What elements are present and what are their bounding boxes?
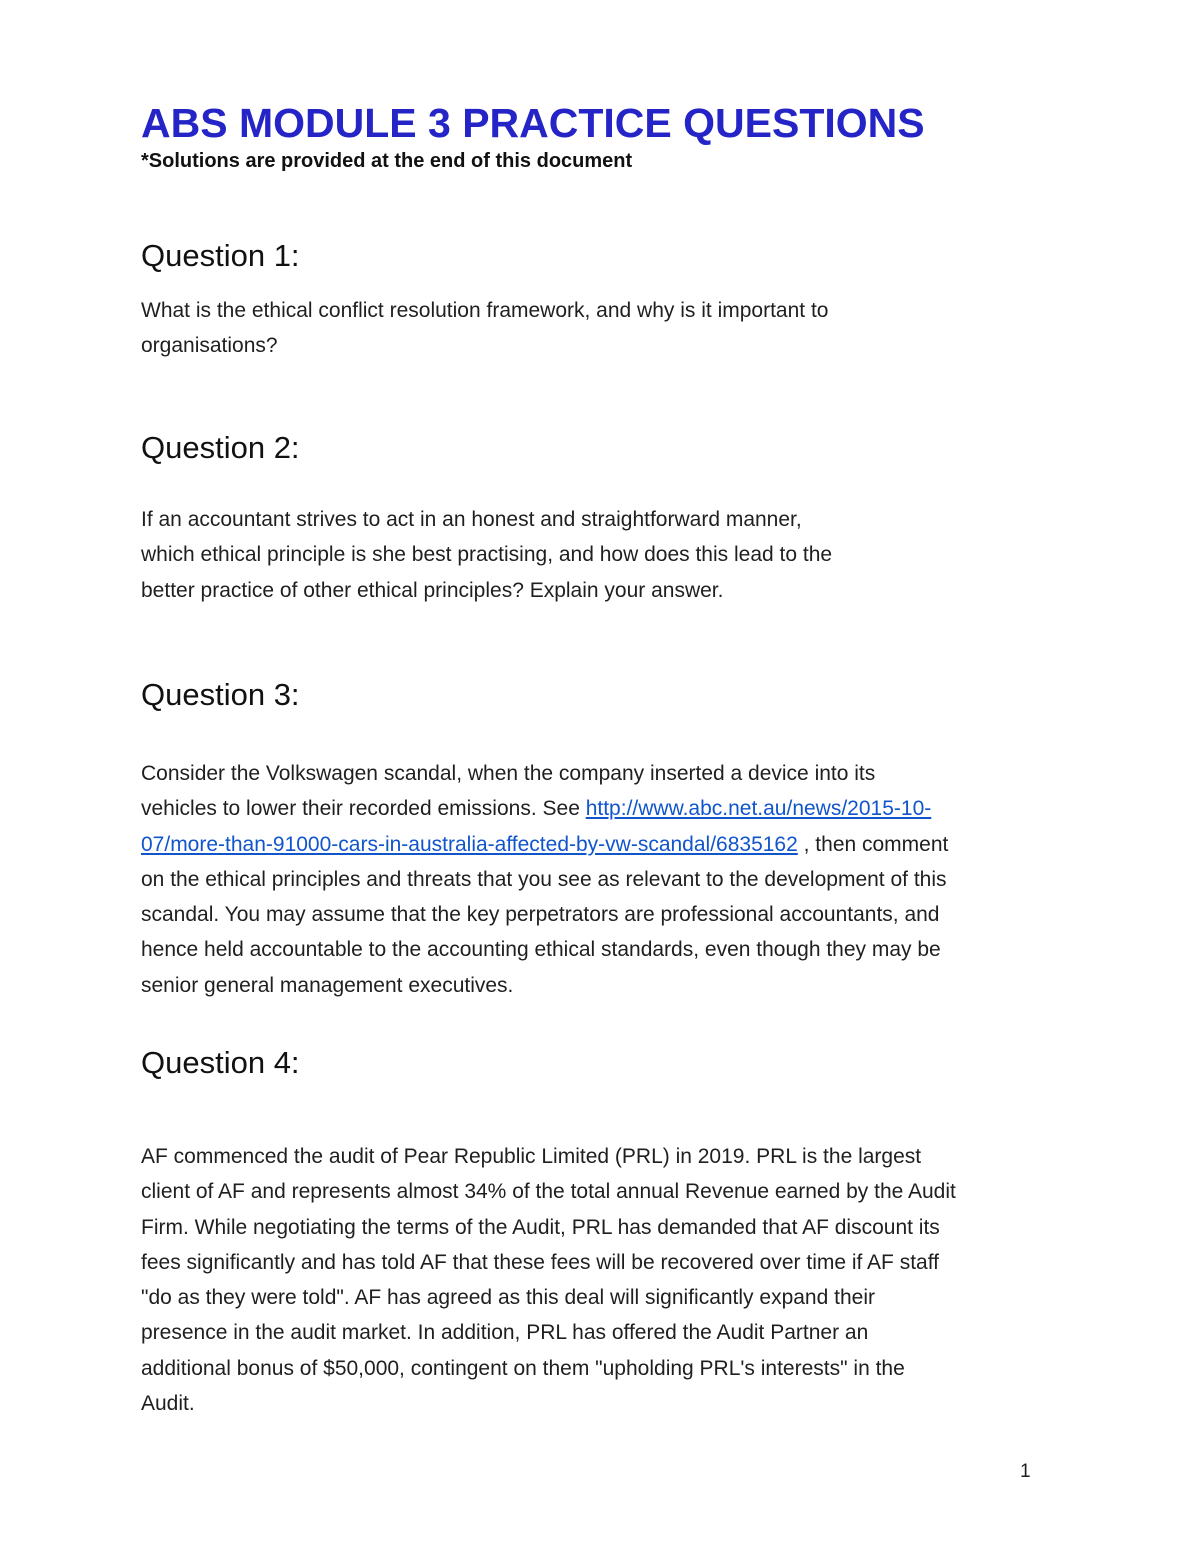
question-2-body	[141, 502, 832, 608]
question-4-line: "do as they were told". AF has agreed as this deal will significantly expand their	[141, 1286, 875, 1310]
question-3-line: senior general management executives.	[141, 973, 514, 997]
document-subtitle: *Solutions are provided at the end of this document	[141, 150, 633, 172]
question-3-line	[141, 791, 948, 826]
question-3-text: vehicles to lower their recorded emissions. See	[141, 797, 586, 821]
question-4-line: client of AF and represents almost 34% of the total annual Revenue earned by the Audit	[141, 1180, 956, 1204]
question-2-line: If an accountant strives to act in an honest and straightforward manner,	[141, 508, 802, 531]
question-4-line: additional bonus of $50,000, contingent on them "upholding PRL's interests" in the	[141, 1356, 905, 1380]
question-3-line	[141, 827, 948, 862]
question-3-line: scandal. You may assume that the key perpetrators are professional accountants, and	[141, 903, 940, 927]
question-4-line: fees significantly and has told AF that these fees will be recovered over time if AF staff	[141, 1250, 940, 1274]
question-2-line: better practice of other ethical principles? Explain your answer.	[141, 578, 724, 602]
question-3-line: hence held accountable to the accounting ethical standards, even though they may be	[141, 938, 941, 962]
question-3-line: Consider the Volkswagen scandal, when the company inserted a device into its	[141, 762, 876, 785]
question-1-line: organisations?	[141, 334, 278, 358]
question-1-body	[141, 293, 828, 364]
document-title: ABS MODULE 3 PRACTICE QUESTIONS	[141, 100, 925, 146]
question-4-line: AF commenced the audit of Pear Republic Limited (PRL) in 2019. PRL is the largest	[141, 1145, 922, 1168]
question-4-line: presence in the audit market. In addition, PRL has offered the Audit Partner an	[141, 1321, 869, 1345]
question-3-heading: Question 3:	[141, 677, 300, 712]
question-1-line: What is the ethical conflict resolution framework, and why is it important to	[141, 299, 829, 322]
question-4-line: Audit.	[141, 1392, 195, 1416]
question-3-text: , then comment	[797, 832, 949, 856]
question-4-heading: Question 4:	[141, 1045, 300, 1080]
question-2-line: which ethical principle is she best practising, and how does this lead to the	[141, 543, 833, 567]
vw-scandal-article-link-continued[interactable]: 07/more-than-91000-cars-in-australia-affected-by-vw-scandal/6835162	[141, 832, 798, 856]
question-2-heading: Question 2:	[141, 430, 300, 465]
question-4-line: Firm. While negotiating the terms of the Audit, PRL has demanded that AF discount its	[141, 1215, 940, 1239]
question-3-line: on the ethical principles and threats that you see as relevant to the development of this	[141, 867, 947, 891]
question-1-heading: Question 1:	[141, 238, 300, 273]
question-3-body	[141, 756, 948, 1003]
vw-scandal-article-link[interactable]: http://www.abc.net.au/news/2015-10-	[585, 797, 932, 821]
page-number: 1	[1020, 1461, 1031, 1482]
question-4-body	[141, 1139, 956, 1421]
